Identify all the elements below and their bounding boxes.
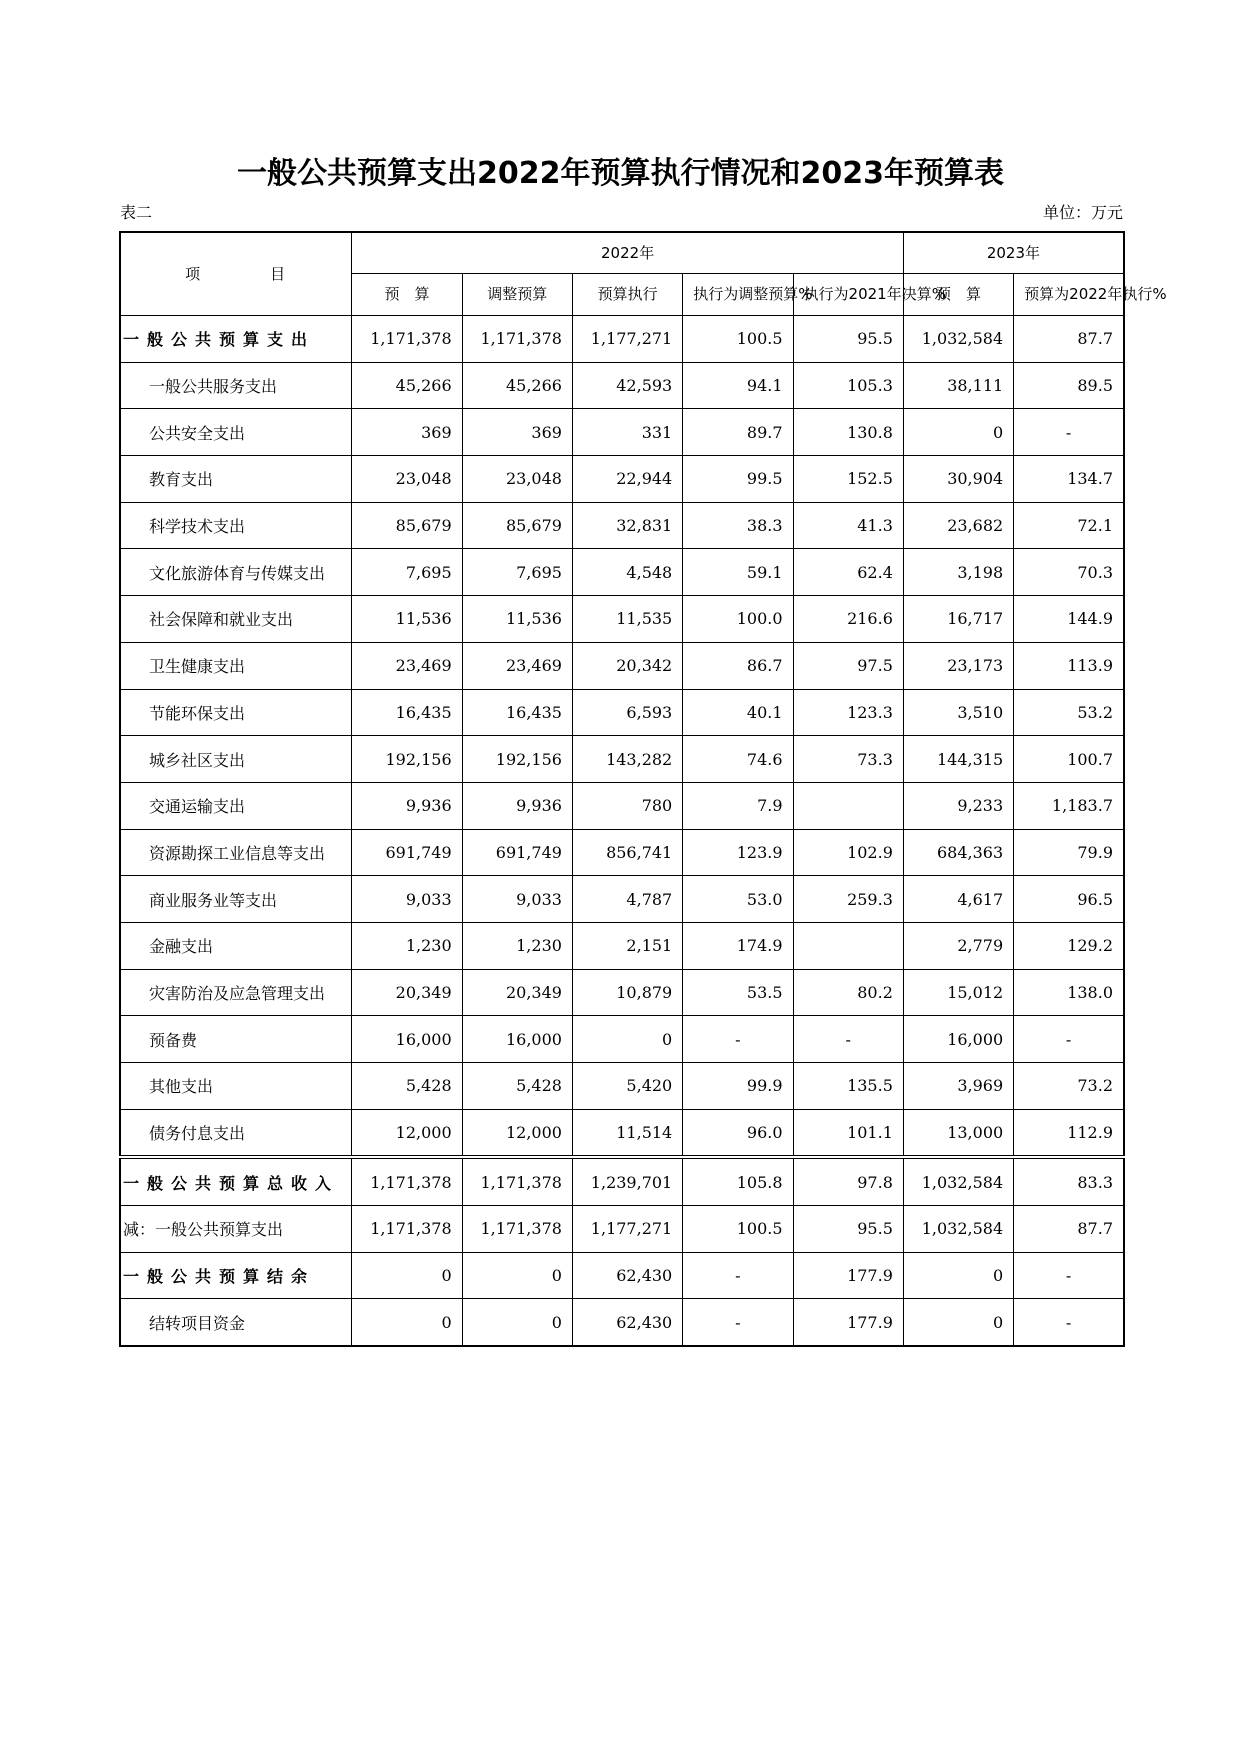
budget-vs-2022-header: 预算为2022年执行% bbox=[1014, 274, 1124, 316]
exec-vs-2021-cell: 101.1 bbox=[793, 1109, 903, 1157]
budget-cell: 1,171,378 bbox=[352, 316, 462, 363]
exec-vs-adjusted-cell: 59.1 bbox=[683, 549, 793, 596]
exec-vs-adjusted-cell: 123.9 bbox=[683, 829, 793, 876]
budget-vs-2022-cell: 87.7 bbox=[1014, 1206, 1124, 1253]
budget-cell: 85,679 bbox=[352, 502, 462, 549]
table-row bbox=[120, 362, 1124, 409]
table-row bbox=[120, 642, 1124, 689]
budget-cell: 12,000 bbox=[352, 1109, 462, 1157]
budget-vs-2022-cell: 112.9 bbox=[1014, 1109, 1124, 1157]
row-label: 金融支出 bbox=[120, 922, 352, 969]
budget-vs-2022-cell: - bbox=[1014, 1252, 1124, 1299]
exec-vs-2021-cell: 41.3 bbox=[793, 502, 903, 549]
exec-vs-adjusted-cell: - bbox=[683, 1016, 793, 1063]
exec-vs-2021-cell: 80.2 bbox=[793, 969, 903, 1016]
year-2022-header: 2022年 bbox=[352, 232, 904, 274]
table-row bbox=[120, 829, 1124, 876]
adjusted-cell: 85,679 bbox=[462, 502, 572, 549]
budget-cell: 9,033 bbox=[352, 876, 462, 923]
adjusted-cell: 0 bbox=[462, 1252, 572, 1299]
adjusted-cell: 7,695 bbox=[462, 549, 572, 596]
exec-vs-2021-cell: 135.5 bbox=[793, 1063, 903, 1110]
exec-vs-adjusted-cell: 100.5 bbox=[683, 316, 793, 363]
row-label: 卫生健康支出 bbox=[120, 642, 352, 689]
page-title: 一般公共预算支出2022年预算执行情况和2023年预算表 bbox=[237, 156, 1004, 191]
budget-2023-cell: 16,717 bbox=[903, 596, 1013, 643]
table-row bbox=[120, 502, 1124, 549]
execution-cell: 42,593 bbox=[572, 362, 682, 409]
budget-2023-cell: 9,233 bbox=[903, 782, 1013, 829]
budget-vs-2022-cell: - bbox=[1014, 1016, 1124, 1063]
exec-vs-adjusted-cell: - bbox=[683, 1252, 793, 1299]
budget-2023-cell: 0 bbox=[903, 409, 1013, 456]
budget-2023-cell: 23,173 bbox=[903, 642, 1013, 689]
execution-cell: 10,879 bbox=[572, 969, 682, 1016]
exec-vs-adjusted-header: 执行为调整预算% bbox=[683, 274, 793, 316]
budget-cell: 11,536 bbox=[352, 596, 462, 643]
budget-vs-2022-cell: - bbox=[1014, 1299, 1124, 1346]
budget-2023-cell: 23,682 bbox=[903, 502, 1013, 549]
exec-vs-2021-cell: 105.3 bbox=[793, 362, 903, 409]
budget-vs-2022-cell: 89.5 bbox=[1014, 362, 1124, 409]
exec-vs-2021-cell: 97.5 bbox=[793, 642, 903, 689]
row-label: 预备费 bbox=[120, 1016, 352, 1063]
budget-2023-cell: 0 bbox=[903, 1252, 1013, 1299]
budget-2023-cell: 1,032,584 bbox=[903, 1157, 1013, 1205]
table-row bbox=[120, 409, 1124, 456]
execution-cell: 1,177,271 bbox=[572, 1206, 682, 1253]
budget-2023-cell: 2,779 bbox=[903, 922, 1013, 969]
execution-cell: 1,177,271 bbox=[572, 316, 682, 363]
row-label: 一般公共预算总收入 bbox=[120, 1157, 352, 1205]
exec-vs-2021-cell: 73.3 bbox=[793, 736, 903, 783]
execution-cell: 62,430 bbox=[572, 1252, 682, 1299]
exec-vs-adjusted-cell: 38.3 bbox=[683, 502, 793, 549]
table-row bbox=[120, 456, 1124, 503]
adjusted-cell: 16,435 bbox=[462, 689, 572, 736]
row-label: 灾害防治及应急管理支出 bbox=[120, 969, 352, 1016]
table-row bbox=[120, 549, 1124, 596]
budget-vs-2022-cell: 129.2 bbox=[1014, 922, 1124, 969]
budget-vs-2022-cell: 70.3 bbox=[1014, 549, 1124, 596]
table-row bbox=[120, 1016, 1124, 1063]
budget-2023-cell: 16,000 bbox=[903, 1016, 1013, 1063]
exec-vs-2021-cell: 130.8 bbox=[793, 409, 903, 456]
exec-vs-adjusted-cell: - bbox=[683, 1299, 793, 1346]
adjusted-cell: 1,171,378 bbox=[462, 1157, 572, 1205]
exec-vs-adjusted-cell: 99.9 bbox=[683, 1063, 793, 1110]
execution-header: 预算执行 bbox=[572, 274, 682, 316]
budget-2023-cell: 1,032,584 bbox=[903, 1206, 1013, 1253]
budget-cell: 0 bbox=[352, 1299, 462, 1346]
budget-2023-cell: 13,000 bbox=[903, 1109, 1013, 1157]
exec-vs-2021-cell: 95.5 bbox=[793, 1206, 903, 1253]
budget-vs-2022-cell: 138.0 bbox=[1014, 969, 1124, 1016]
exec-vs-2021-cell: 216.6 bbox=[793, 596, 903, 643]
execution-cell: 1,239,701 bbox=[572, 1157, 682, 1205]
adjusted-cell: 23,048 bbox=[462, 456, 572, 503]
budget-2023-header: 预 算 bbox=[903, 274, 1013, 316]
budget-cell: 9,936 bbox=[352, 782, 462, 829]
execution-cell: 2,151 bbox=[572, 922, 682, 969]
exec-vs-adjusted-cell: 174.9 bbox=[683, 922, 793, 969]
exec-vs-2021-cell: 62.4 bbox=[793, 549, 903, 596]
execution-cell: 4,548 bbox=[572, 549, 682, 596]
adjusted-cell: 11,536 bbox=[462, 596, 572, 643]
budget-vs-2022-cell: 87.7 bbox=[1014, 316, 1124, 363]
adjusted-cell: 9,936 bbox=[462, 782, 572, 829]
execution-cell: 331 bbox=[572, 409, 682, 456]
adjusted-cell: 1,171,378 bbox=[462, 1206, 572, 1253]
exec-vs-2021-cell bbox=[793, 782, 903, 829]
budget-2023-cell: 30,904 bbox=[903, 456, 1013, 503]
row-label: 交通运输支出 bbox=[120, 782, 352, 829]
budget-table bbox=[119, 231, 1167, 1347]
budget-vs-2022-cell: 144.9 bbox=[1014, 596, 1124, 643]
budget-vs-2022-cell: 113.9 bbox=[1014, 642, 1124, 689]
exec-vs-adjusted-cell: 96.0 bbox=[683, 1109, 793, 1157]
execution-cell: 856,741 bbox=[572, 829, 682, 876]
budget-cell: 20,349 bbox=[352, 969, 462, 1016]
exec-vs-adjusted-cell: 100.0 bbox=[683, 596, 793, 643]
exec-vs-2021-cell: 97.8 bbox=[793, 1157, 903, 1205]
budget-cell: 691,749 bbox=[352, 829, 462, 876]
budget-cell: 0 bbox=[352, 1252, 462, 1299]
budget-cell: 45,266 bbox=[352, 362, 462, 409]
row-label: 结转项目资金 bbox=[120, 1299, 352, 1346]
adjusted-cell: 0 bbox=[462, 1299, 572, 1346]
row-label: 一般公共服务支出 bbox=[120, 362, 352, 409]
row-label: 文化旅游体育与传媒支出 bbox=[120, 549, 352, 596]
execution-cell: 6,593 bbox=[572, 689, 682, 736]
table-row bbox=[120, 1157, 1124, 1205]
budget-2023-cell: 3,198 bbox=[903, 549, 1013, 596]
row-label: 一般公共预算支出 bbox=[120, 316, 352, 363]
exec-vs-2021-cell: - bbox=[793, 1016, 903, 1063]
exec-vs-2021-cell: 95.5 bbox=[793, 316, 903, 363]
execution-cell: 780 bbox=[572, 782, 682, 829]
adjusted-cell: 12,000 bbox=[462, 1109, 572, 1157]
budget-cell: 7,695 bbox=[352, 549, 462, 596]
budget-2023-cell: 38,111 bbox=[903, 362, 1013, 409]
unit-label: 单位：万元 bbox=[1042, 203, 1123, 222]
budget-vs-2022-cell: 73.2 bbox=[1014, 1063, 1124, 1110]
table-number: 表二 bbox=[120, 203, 153, 222]
budget-cell: 23,048 bbox=[352, 456, 462, 503]
budget-vs-2022-cell: - bbox=[1014, 409, 1124, 456]
execution-cell: 20,342 bbox=[572, 642, 682, 689]
adjusted-cell: 691,749 bbox=[462, 829, 572, 876]
budget-cell: 5,428 bbox=[352, 1063, 462, 1110]
execution-cell: 5,420 bbox=[572, 1063, 682, 1110]
budget-vs-2022-cell: 72.1 bbox=[1014, 502, 1124, 549]
exec-vs-2021-cell: 123.3 bbox=[793, 689, 903, 736]
adjusted-cell: 1,230 bbox=[462, 922, 572, 969]
exec-vs-adjusted-cell: 99.5 bbox=[683, 456, 793, 503]
item-header: 项 目 bbox=[120, 232, 352, 316]
row-label: 城乡社区支出 bbox=[120, 736, 352, 783]
row-label: 债务付息支出 bbox=[120, 1109, 352, 1157]
budget-cell: 1,171,378 bbox=[352, 1157, 462, 1205]
budget-header: 预 算 bbox=[352, 274, 462, 316]
exec-vs-2021-cell: 102.9 bbox=[793, 829, 903, 876]
exec-vs-2021-cell: 177.9 bbox=[793, 1252, 903, 1299]
table-row bbox=[120, 316, 1124, 363]
budget-2023-cell: 4,617 bbox=[903, 876, 1013, 923]
table-row bbox=[120, 922, 1124, 969]
row-label: 科学技术支出 bbox=[120, 502, 352, 549]
adjusted-cell: 23,469 bbox=[462, 642, 572, 689]
row-label: 商业服务业等支出 bbox=[120, 876, 352, 923]
exec-vs-2021-header: 执行为2021年决算% bbox=[793, 274, 903, 316]
row-label: 社会保障和就业支出 bbox=[120, 596, 352, 643]
table-row bbox=[120, 969, 1124, 1016]
row-label: 节能环保支出 bbox=[120, 689, 352, 736]
budget-2023-cell: 684,363 bbox=[903, 829, 1013, 876]
budget-cell: 23,469 bbox=[352, 642, 462, 689]
exec-vs-adjusted-cell: 89.7 bbox=[683, 409, 793, 456]
execution-cell: 143,282 bbox=[572, 736, 682, 783]
execution-cell: 32,831 bbox=[572, 502, 682, 549]
row-label: 减：一般公共预算支出 bbox=[120, 1206, 352, 1253]
budget-vs-2022-cell: 96.5 bbox=[1014, 876, 1124, 923]
execution-cell: 22,944 bbox=[572, 456, 682, 503]
table-row bbox=[120, 1206, 1124, 1253]
budget-2023-cell: 1,032,584 bbox=[903, 316, 1013, 363]
exec-vs-adjusted-cell: 100.5 bbox=[683, 1206, 793, 1253]
table-row bbox=[120, 1299, 1124, 1346]
row-label: 公共安全支出 bbox=[120, 409, 352, 456]
exec-vs-2021-cell: 259.3 bbox=[793, 876, 903, 923]
row-label: 资源勘探工业信息等支出 bbox=[120, 829, 352, 876]
budget-2023-cell: 144,315 bbox=[903, 736, 1013, 783]
adjusted-cell: 369 bbox=[462, 409, 572, 456]
budget-2023-cell: 3,969 bbox=[903, 1063, 1013, 1110]
exec-vs-2021-cell bbox=[793, 922, 903, 969]
budget-vs-2022-cell: 100.7 bbox=[1014, 736, 1124, 783]
execution-cell: 62,430 bbox=[572, 1299, 682, 1346]
exec-vs-2021-cell: 152.5 bbox=[793, 456, 903, 503]
table-row bbox=[120, 736, 1124, 783]
exec-vs-adjusted-cell: 53.0 bbox=[683, 876, 793, 923]
budget-vs-2022-cell: 53.2 bbox=[1014, 689, 1124, 736]
adjusted-budget-header: 调整预算 bbox=[462, 274, 572, 316]
budget-2023-cell: 3,510 bbox=[903, 689, 1013, 736]
exec-vs-adjusted-cell: 7.9 bbox=[683, 782, 793, 829]
table-row bbox=[120, 1063, 1124, 1110]
adjusted-cell: 5,428 bbox=[462, 1063, 572, 1110]
budget-vs-2022-cell: 1,183.7 bbox=[1014, 782, 1124, 829]
table-row bbox=[120, 1252, 1124, 1299]
table-row bbox=[120, 596, 1124, 643]
budget-cell: 1,230 bbox=[352, 922, 462, 969]
exec-vs-adjusted-cell: 86.7 bbox=[683, 642, 793, 689]
row-label: 教育支出 bbox=[120, 456, 352, 503]
exec-vs-adjusted-cell: 94.1 bbox=[683, 362, 793, 409]
budget-vs-2022-cell: 83.3 bbox=[1014, 1157, 1124, 1205]
execution-cell: 4,787 bbox=[572, 876, 682, 923]
adjusted-cell: 45,266 bbox=[462, 362, 572, 409]
exec-vs-2021-cell: 177.9 bbox=[793, 1299, 903, 1346]
adjusted-cell: 16,000 bbox=[462, 1016, 572, 1063]
budget-vs-2022-cell: 134.7 bbox=[1014, 456, 1124, 503]
table-row bbox=[120, 782, 1124, 829]
table-row bbox=[120, 689, 1124, 736]
adjusted-cell: 192,156 bbox=[462, 736, 572, 783]
budget-cell: 16,000 bbox=[352, 1016, 462, 1063]
budget-cell: 192,156 bbox=[352, 736, 462, 783]
year-2023-header: 2023年 bbox=[903, 232, 1124, 274]
exec-vs-adjusted-cell: 74.6 bbox=[683, 736, 793, 783]
exec-vs-adjusted-cell: 53.5 bbox=[683, 969, 793, 1016]
execution-cell: 11,535 bbox=[572, 596, 682, 643]
execution-cell: 0 bbox=[572, 1016, 682, 1063]
adjusted-cell: 1,171,378 bbox=[462, 316, 572, 363]
budget-cell: 369 bbox=[352, 409, 462, 456]
execution-cell: 11,514 bbox=[572, 1109, 682, 1157]
exec-vs-adjusted-cell: 40.1 bbox=[683, 689, 793, 736]
budget-2023-cell: 15,012 bbox=[903, 969, 1013, 1016]
budget-cell: 16,435 bbox=[352, 689, 462, 736]
budget-cell: 1,171,378 bbox=[352, 1206, 462, 1253]
budget-vs-2022-cell: 79.9 bbox=[1014, 829, 1124, 876]
exec-vs-adjusted-cell: 105.8 bbox=[683, 1157, 793, 1205]
table-row bbox=[120, 1109, 1124, 1157]
adjusted-cell: 9,033 bbox=[462, 876, 572, 923]
adjusted-cell: 20,349 bbox=[462, 969, 572, 1016]
row-label: 其他支出 bbox=[120, 1063, 352, 1110]
table-row bbox=[120, 876, 1124, 923]
row-label: 一般公共预算结余 bbox=[120, 1252, 352, 1299]
budget-2023-cell: 0 bbox=[903, 1299, 1013, 1346]
